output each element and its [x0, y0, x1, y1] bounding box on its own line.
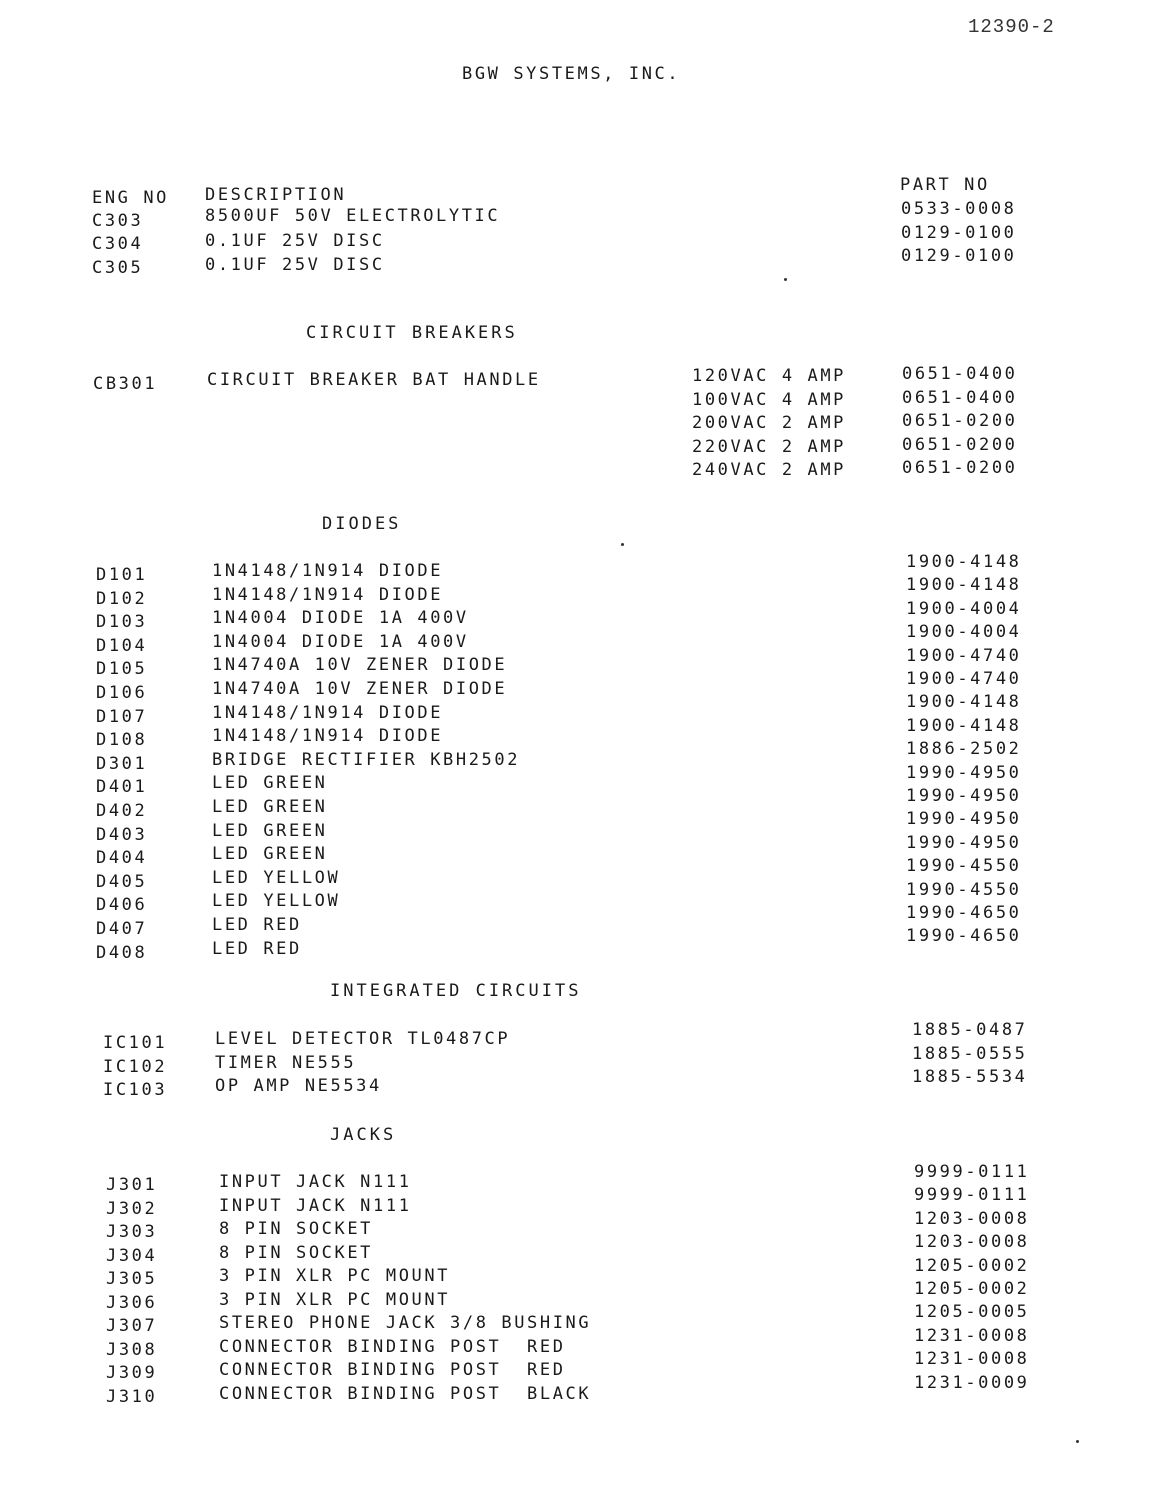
rating-cell: 120VAC 4 AMP: [692, 366, 847, 386]
part-no-cell: 1885-5534: [912, 1067, 1028, 1087]
jacks-title: JACKS: [330, 1125, 397, 1145]
description-cell: CONNECTOR BINDING POST RED: [219, 1360, 566, 1380]
eng-no-cell: D107: [96, 706, 148, 727]
description-cell: 1N4148/1N914 DIODE: [212, 702, 444, 723]
eng-no-cell: D403: [96, 824, 148, 845]
description-cell: LED RED: [212, 938, 302, 959]
part-no-cell: 1231-0008: [914, 1325, 1030, 1346]
part-no-cell: 1900-4740: [906, 669, 1022, 689]
eng-no-cell: D102: [96, 588, 148, 609]
eng-no-cell: J306: [106, 1292, 158, 1313]
description-cell: 1N4004 DIODE 1A 400V: [212, 631, 469, 652]
description-cell: STEREO PHONE JACK 3/8 BUSHING: [219, 1313, 592, 1333]
eng-no-cell: C303: [92, 211, 144, 231]
rating-cell: 220VAC 2 AMP: [692, 436, 847, 457]
description-cell: 3 PIN XLR PC MOUNT: [219, 1289, 451, 1310]
eng-no-cell: J303: [106, 1222, 158, 1242]
document-number: 12390-2: [968, 16, 1055, 38]
part-no-header: PART NO: [900, 175, 990, 195]
eng-no-cell: J302: [106, 1198, 158, 1219]
description-cell: INPUT JACK N111: [219, 1195, 412, 1216]
description-cell: LED YELLOW: [212, 867, 341, 888]
part-no-cell: 1900-4148: [906, 575, 1022, 596]
description-cell: LED YELLOW: [212, 891, 341, 912]
part-no-cell: 1203-0008: [914, 1232, 1030, 1253]
eng-no-cell: J301: [106, 1175, 158, 1195]
part-no-cell: 1990-4950: [906, 786, 1022, 806]
part-no-cell: 1231-0009: [914, 1372, 1030, 1393]
eng-no-cell: C305: [92, 258, 144, 278]
description-cell: 1N4740A 10V ZENER DIODE: [212, 679, 508, 699]
part-no-cell: 1203-0008: [914, 1208, 1030, 1229]
part-no-cell: 0533-0008: [901, 199, 1017, 219]
part-no-cell: 1205-0005: [914, 1302, 1030, 1323]
eng-no-cell: IC103: [103, 1080, 168, 1100]
part-no-cell: 1885-0555: [912, 1043, 1028, 1064]
description-cell: LEVEL DETECTOR TL0487CP: [215, 1029, 511, 1049]
eng-no-cell: D407: [96, 919, 148, 939]
description-cell: LED GREEN: [212, 773, 328, 794]
eng-no-cell: C304: [92, 234, 144, 254]
description-header: DESCRIPTION: [205, 185, 347, 205]
eng-no-cell: J310: [106, 1386, 158, 1407]
description-cell: 8 PIN SOCKET: [219, 1219, 374, 1239]
eng-no-cell: D406: [96, 895, 148, 916]
part-no-cell: 1900-4004: [906, 622, 1022, 643]
eng-no-cell: J304: [106, 1245, 158, 1266]
part-no-cell: 9999-0111: [914, 1185, 1030, 1206]
part-no-cell: 1900-4148: [906, 552, 1022, 572]
circuit-breakers-title: CIRCUIT BREAKERS: [306, 323, 518, 343]
part-no-cell: 1990-4950: [906, 832, 1022, 853]
part-no-cell: 1231-0008: [914, 1349, 1030, 1370]
eng-no-cell: IC102: [103, 1056, 168, 1077]
description-cell: 3 PIN XLR PC MOUNT: [219, 1266, 451, 1286]
eng-no-cell: J307: [106, 1316, 158, 1336]
description-cell: TIMER NE555: [215, 1052, 357, 1073]
cb-eng-no: CB301: [93, 374, 158, 394]
eng-no-cell: D103: [96, 612, 148, 633]
part-no-cell: 0651-0400: [902, 364, 1018, 384]
eng-no-cell: D301: [96, 753, 148, 774]
scan-speck: [1076, 1440, 1079, 1443]
eng-no-cell: D105: [96, 659, 148, 680]
part-no-cell: 1900-4148: [906, 692, 1022, 713]
eng-no-cell: D401: [96, 777, 148, 798]
eng-no-cell: D402: [96, 801, 148, 821]
description-cell: LED GREEN: [212, 797, 328, 817]
description-cell: 1N4148/1N914 DIODE: [212, 584, 444, 605]
part-no-cell: 1885-0487: [912, 1020, 1028, 1040]
description-cell: 8 PIN SOCKET: [219, 1242, 374, 1263]
part-no-cell: 0651-0200: [902, 434, 1018, 455]
eng-no-cell: D108: [96, 730, 148, 751]
description-cell: LED GREEN: [212, 844, 328, 865]
part-no-cell: 1205-0002: [914, 1279, 1030, 1299]
diodes-title: DIODES: [322, 514, 402, 534]
eng-no-cell: D408: [96, 942, 148, 963]
scan-speck: [784, 278, 787, 281]
part-no-cell: 1900-4740: [906, 645, 1022, 666]
description-cell: OP AMP NE5534: [215, 1076, 382, 1096]
description-cell: INPUT JACK N111: [219, 1172, 412, 1192]
eng-no-cell: J309: [106, 1363, 158, 1383]
part-no-cell: 1990-4550: [906, 856, 1022, 877]
description-cell: 1N4740A 10V ZENER DIODE: [212, 655, 508, 676]
description-cell: 0.1UF 25V DISC: [205, 255, 385, 275]
description-cell: CONNECTOR BINDING POST RED: [219, 1336, 566, 1357]
eng-no-cell: D104: [96, 635, 148, 656]
description-cell: LED GREEN: [212, 820, 328, 841]
description-cell: BRIDGE RECTIFIER KBH2502: [212, 749, 521, 770]
eng-no-cell: D101: [96, 565, 148, 585]
eng-no-cell: D106: [96, 683, 148, 703]
part-no-cell: 0129-0100: [901, 246, 1017, 266]
integrated-circuits-title: INTEGRATED CIRCUITS: [330, 981, 582, 1001]
part-no-cell: 1990-4650: [906, 903, 1022, 923]
description-cell: LED RED: [212, 915, 302, 935]
company-name: BGW SYSTEMS, INC.: [462, 64, 681, 84]
description-cell: CONNECTOR BINDING POST BLACK: [219, 1383, 592, 1404]
cb-description: CIRCUIT BREAKER BAT HANDLE: [207, 370, 541, 390]
eng-no-cell: D405: [96, 871, 148, 892]
part-no-cell: 1886-2502: [906, 739, 1022, 760]
description-cell: 8500UF 50V ELECTROLYTIC: [205, 206, 501, 226]
rating-cell: 100VAC 4 AMP: [692, 389, 847, 410]
part-no-cell: 1990-4950: [906, 762, 1022, 783]
part-no-cell: 0651-0400: [902, 387, 1018, 408]
description-cell: 1N4004 DIODE 1A 400V: [212, 608, 469, 629]
part-no-cell: 1990-4950: [906, 809, 1022, 830]
eng-no-header: ENG NO: [92, 188, 170, 208]
part-no-cell: 0651-0200: [902, 458, 1018, 479]
part-no-cell: 1990-4650: [906, 926, 1022, 947]
description-cell: 1N4148/1N914 DIODE: [212, 726, 444, 747]
eng-no-cell: IC101: [103, 1033, 168, 1053]
part-no-cell: 1900-4148: [906, 715, 1022, 736]
part-no-cell: 9999-0111: [914, 1162, 1030, 1182]
part-no-cell: 0651-0200: [902, 411, 1018, 432]
part-no-cell: 1990-4550: [906, 879, 1022, 900]
eng-no-cell: J305: [106, 1269, 158, 1289]
eng-no-cell: D404: [96, 848, 148, 869]
eng-no-cell: J308: [106, 1339, 158, 1360]
part-no-cell: 1900-4004: [906, 598, 1022, 619]
part-no-cell: 0129-0100: [901, 223, 1017, 243]
description-cell: 1N4148/1N914 DIODE: [212, 561, 444, 581]
scan-speck: [621, 543, 624, 546]
part-no-cell: 1205-0002: [914, 1255, 1030, 1276]
description-cell: 0.1UF 25V DISC: [205, 231, 385, 251]
rating-cell: 240VAC 2 AMP: [692, 460, 847, 481]
rating-cell: 200VAC 2 AMP: [692, 413, 847, 434]
